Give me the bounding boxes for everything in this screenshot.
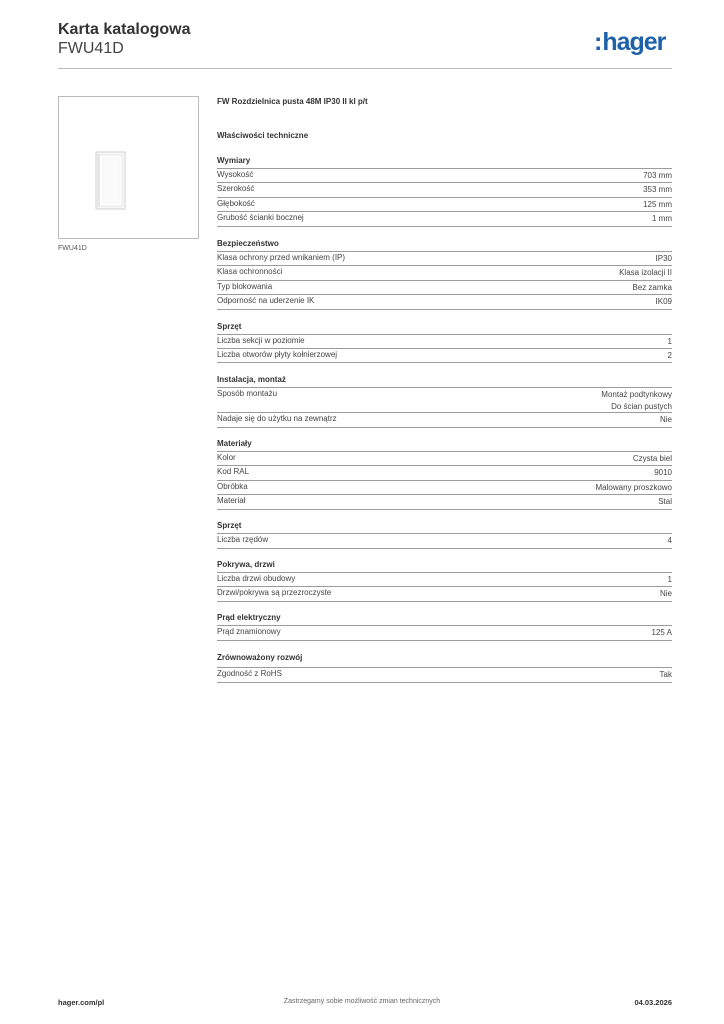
spec-value: 1 [667, 575, 672, 584]
spec-key: Sposób montażu [217, 389, 278, 398]
spec-row [217, 572, 672, 586]
spec-row [217, 533, 672, 548]
product-code: FWU41D [58, 40, 124, 57]
product-image [59, 97, 198, 238]
spec-row [217, 197, 672, 211]
spec-row [217, 494, 672, 509]
spec-row [217, 667, 672, 682]
spec-value: 4 [667, 536, 672, 545]
header-divider [58, 68, 672, 69]
spec-value: IK09 [655, 297, 672, 306]
spec-row [217, 348, 672, 362]
spec-key: Obróbka [217, 482, 248, 491]
hager-logo[interactable] [594, 29, 665, 55]
spec-row [217, 265, 672, 280]
spec-value: 1 mm [652, 214, 672, 223]
spec-row [217, 586, 672, 601]
spec-value: 125 A [651, 628, 672, 637]
spec-row [217, 168, 672, 182]
spec-key: Drzwi/pokrywa są przezroczyste [217, 588, 332, 597]
section-end-rule [217, 548, 672, 549]
section-title: Zrównoważony rozwój [217, 653, 303, 662]
page-title: Karta katalogowa [58, 21, 191, 38]
spec-value: Nie [659, 589, 672, 598]
spec-key: Materiał [217, 496, 246, 505]
spec-key: Liczba rzędów [217, 535, 269, 544]
image-caption: FWU41D [58, 245, 87, 252]
spec-key: Nadaje się do użytku na zewnątrz [217, 414, 337, 423]
spec-key: Liczba otworów płyty kołnierzowej [217, 350, 338, 359]
spec-key: Szerokość [217, 184, 255, 193]
section-title: Wymiary [217, 156, 251, 165]
footer-date: 04.03.2026 [634, 998, 672, 1007]
section-title: Materiały [217, 439, 252, 448]
spec-key: Prąd znamionowy [217, 627, 281, 636]
section-title: Pokrywa, drzwi [217, 560, 275, 569]
spec-value [601, 389, 672, 412]
spec-key: Typ blokowania [217, 282, 273, 291]
spec-key: Głębokość [217, 199, 255, 208]
spec-value: 125 mm [643, 200, 672, 209]
spec-row [217, 451, 672, 465]
spec-value: 2 [667, 351, 672, 360]
section-title: Sprzęt [217, 521, 242, 530]
spec-value: Stal [658, 497, 672, 506]
spec-key: Klasa ochrony przed wnikaniem (IP) [217, 253, 346, 262]
spec-row [217, 465, 672, 480]
spec-key: Grubość ścianki bocznej [217, 213, 304, 222]
product-title: FW Rozdzielnica pusta 48M IP30 II kl p/t [217, 97, 368, 106]
spec-value: Tak [659, 670, 672, 679]
spec-row [217, 625, 672, 640]
technical-properties-heading: Właściwości techniczne [217, 131, 309, 140]
section-end-rule [217, 309, 672, 310]
spec-value: 353 mm [643, 185, 672, 194]
footer-disclaimer: Zastrzegamy sobie możliwość zmian technicznych [283, 998, 441, 1005]
spec-key: Zgodność z RoHS [217, 669, 282, 678]
section-title: Prąd elektryczny [217, 613, 281, 622]
spec-value-line: Do ścian pustych [611, 401, 672, 411]
spec-row [217, 211, 672, 226]
section-end-rule [217, 682, 672, 683]
logo-colon-icon: : [594, 28, 602, 56]
spec-row [217, 294, 672, 309]
spec-row [217, 387, 672, 412]
section-title: Instalacja, montaż [217, 375, 286, 384]
spec-key: Klasa ochronności [217, 267, 283, 276]
logo-text: hager [602, 28, 666, 56]
spec-row [217, 280, 672, 294]
spec-value: 703 mm [643, 171, 672, 180]
spec-row [217, 412, 672, 427]
spec-value: IP30 [655, 254, 672, 263]
footer-website-link[interactable]: hager.com/pl [58, 998, 105, 1007]
section-end-rule [217, 640, 672, 641]
spec-value: Czysta biel [632, 454, 672, 463]
spec-row [217, 182, 672, 197]
section-end-rule [217, 226, 672, 227]
spec-value: 9010 [654, 468, 672, 477]
spec-key: Liczba sekcji w poziomie [217, 336, 305, 345]
spec-key: Odporność na uderzenie IK [217, 296, 315, 305]
spec-key: Kod RAL [217, 467, 250, 476]
spec-value: Klasa izolacji II [619, 268, 672, 277]
spec-value: Nie [659, 415, 672, 424]
section-title: Bezpieczeństwo [217, 239, 279, 248]
spec-key: Kolor [217, 453, 236, 462]
section-end-rule [217, 427, 672, 428]
spec-row [217, 480, 672, 494]
spec-row [217, 251, 672, 265]
spec-value: Malowany proszkowo [595, 483, 672, 492]
section-end-rule [217, 509, 672, 510]
product-image-frame [58, 96, 199, 239]
spec-value: Bez zamka [632, 283, 672, 292]
spec-value: 1 [667, 337, 672, 346]
spec-value-line: Montaż podtynkowy [601, 390, 672, 399]
section-title: Sprzęt [217, 322, 242, 331]
section-end-rule [217, 362, 672, 363]
spec-row [217, 334, 672, 348]
section-end-rule [217, 601, 672, 602]
spec-key: Liczba drzwi obudowy [217, 574, 296, 583]
spec-key: Wysokość [217, 170, 254, 179]
